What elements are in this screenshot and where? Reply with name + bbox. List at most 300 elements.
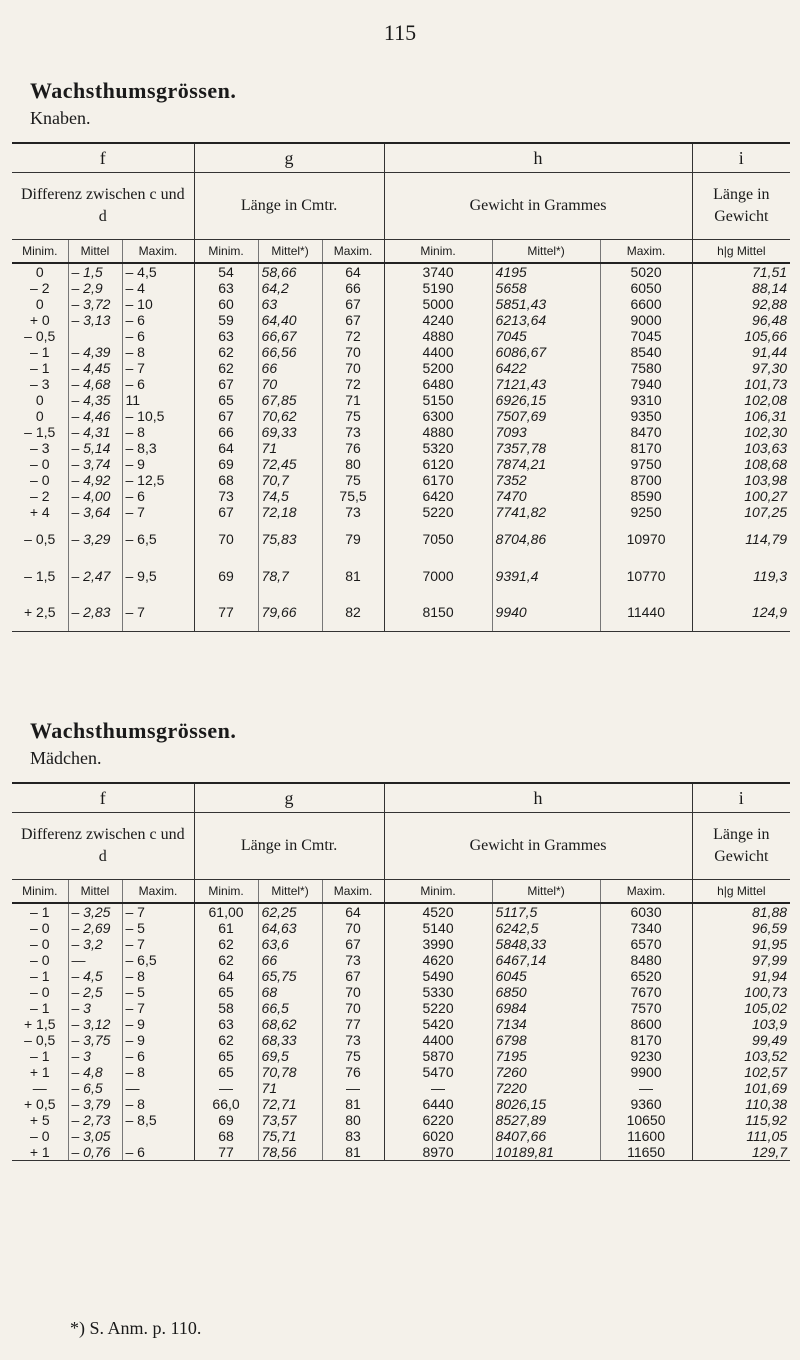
table-row: [12, 952, 790, 968]
table-cell: – 2,47: [68, 557, 122, 594]
table-cell: 68: [258, 984, 322, 1000]
table-cell: – 3,29: [68, 520, 122, 557]
col-letter-h: h: [384, 783, 692, 813]
subheader: Mittel*): [258, 240, 322, 264]
table-cell: – 1: [12, 903, 68, 920]
table-cell: 9250: [600, 504, 692, 520]
table-cell: 6570: [600, 936, 692, 952]
table-cell: 4620: [384, 952, 492, 968]
table-cell: 6050: [600, 280, 692, 296]
subheader: Mittel*): [258, 880, 322, 904]
table-cell: – 4,35: [68, 392, 122, 408]
table-cell: 59: [194, 312, 258, 328]
table-cell: – 1: [12, 968, 68, 984]
table-cell: – 8,3: [122, 440, 194, 456]
table-cell: 5117,5: [492, 903, 600, 920]
table-cell: 58: [194, 1000, 258, 1016]
subheader: Minim.: [12, 880, 68, 904]
table-cell: – 1,5: [12, 557, 68, 594]
table-cell: – 6,5: [68, 1080, 122, 1096]
table-cell: 5851,43: [492, 296, 600, 312]
table-body-knaben: [12, 263, 790, 631]
table-cell: – 6: [122, 488, 194, 504]
table-cell: 60: [194, 296, 258, 312]
table-cell: 66: [258, 360, 322, 376]
subheader: Maxim.: [122, 880, 194, 904]
table-cell: 110,38: [745, 1096, 788, 1112]
table-cell: + 0: [12, 312, 68, 328]
table-cell: 65: [194, 984, 258, 1000]
table-cell: 6030: [600, 903, 692, 920]
subheader: Minim.: [384, 240, 492, 264]
table-cell: 66,0: [194, 1096, 258, 1112]
table-cell: – 1,5: [12, 424, 68, 440]
table-cell: – 0: [12, 952, 68, 968]
table-cell: 81: [322, 557, 384, 594]
table-cell: – 1: [12, 1048, 68, 1064]
table-cell: 69: [194, 1112, 258, 1128]
table-row: [12, 488, 790, 504]
table-cell: 72,18: [258, 504, 322, 520]
table-cell: 75: [322, 472, 384, 488]
table-cell: 4240: [384, 312, 492, 328]
table-cell: 8407,66: [492, 1128, 600, 1144]
table-cell: 70: [322, 984, 384, 1000]
table-cell: 69: [194, 456, 258, 472]
table-cell: —: [194, 1080, 258, 1096]
table-cell: 92,88: [752, 296, 788, 312]
table-cell: 107,25: [744, 504, 788, 520]
table-cell: 8970: [384, 1144, 492, 1161]
table-row: [12, 456, 790, 472]
table-row: [12, 1016, 790, 1032]
subheader: Mittel*): [492, 240, 600, 264]
table-cell: – 4,39: [68, 344, 122, 360]
table-cell: 7134: [492, 1016, 600, 1032]
table-cell: – 0: [12, 920, 68, 936]
table-cell: + 4: [12, 504, 68, 520]
table-cell: 64: [322, 263, 384, 280]
table-cell: 5420: [384, 1016, 492, 1032]
col-letter-i: i: [692, 143, 790, 173]
col-letter-f: f: [12, 783, 194, 813]
table-row: [12, 984, 790, 1000]
table-row: [12, 504, 790, 520]
table-cell: – 0: [12, 456, 68, 472]
table-cell: 6984: [492, 1000, 600, 1016]
table-cell: 102,30: [744, 424, 788, 440]
table-cell: 72,71: [258, 1096, 322, 1112]
table-cell: 7260: [492, 1064, 600, 1080]
table-cell: 4880: [384, 328, 492, 344]
table-cell: 62: [194, 952, 258, 968]
table-cell: 103,9: [752, 1016, 788, 1032]
table-cell: – 1: [12, 1000, 68, 1016]
section-title-knaben: Wachsthumsgrössen.: [30, 78, 237, 103]
table-cell: 62: [194, 1032, 258, 1048]
table-cell: 76: [322, 440, 384, 456]
table-cell: 75: [322, 1048, 384, 1064]
table-cell: – 4: [122, 280, 194, 296]
table-cell: – 3,75: [68, 1032, 122, 1048]
table-cell: —: [68, 952, 122, 968]
table-cell: – 0: [12, 1128, 68, 1144]
table-cell: 3990: [384, 936, 492, 952]
table-row: [12, 1032, 790, 1048]
table-cell: 65,75: [258, 968, 322, 984]
table-cell: 67: [194, 504, 258, 520]
table-cell: – 2,5: [68, 984, 122, 1000]
table-cell: 102,57: [744, 1064, 788, 1080]
col-letter-i: i: [692, 783, 790, 813]
table-cell: 7357,78: [492, 440, 600, 456]
table-cell: – 4,45: [68, 360, 122, 376]
table-cell: – 1,5: [68, 263, 122, 280]
table-row: [12, 280, 790, 296]
table-cell: 7352: [492, 472, 600, 488]
table-cell: – 3: [68, 1048, 122, 1064]
table-cell: 8480: [600, 952, 692, 968]
table-cell: 105,02: [744, 1000, 788, 1016]
table-cell: 5330: [384, 984, 492, 1000]
table-cell: – 8: [122, 344, 194, 360]
table-cell: 5490: [384, 968, 492, 984]
table-cell: – 0: [12, 984, 68, 1000]
table-cell: 72,45: [258, 456, 322, 472]
table-cell: – 9: [122, 1016, 194, 1032]
table-cell: – 1: [12, 344, 68, 360]
table-cell: 66,5: [258, 1000, 322, 1016]
table-cell: 77: [194, 1144, 258, 1161]
table-cell: 8150: [384, 594, 492, 631]
table-row: [12, 520, 790, 557]
table-cell: 75,5: [322, 488, 384, 504]
table-cell: – 5: [122, 920, 194, 936]
table-cell: 91,95: [752, 936, 788, 952]
table-cell: – 3,2: [68, 936, 122, 952]
table-cell: 6467,14: [492, 952, 600, 968]
table-cell: 75,71: [258, 1128, 322, 1144]
table-cell: – 6,5: [122, 952, 194, 968]
table-row: [12, 903, 790, 920]
table-cell: – 10,5: [122, 408, 194, 424]
table-cell: 106,31: [744, 408, 788, 424]
table-cell: 68,62: [258, 1016, 322, 1032]
table-cell: – 3,74: [68, 456, 122, 472]
table-cell: 6850: [492, 984, 600, 1000]
table-cell: 77: [194, 594, 258, 631]
table-cell: – 3: [12, 376, 68, 392]
col-group-laenge: Länge in Cmtr.: [194, 813, 384, 880]
table-cell: 80: [322, 456, 384, 472]
table-cell: —: [322, 1080, 384, 1096]
table-cell: 79: [322, 520, 384, 557]
table-cell: – 5: [122, 984, 194, 1000]
table-cell: 88,14: [752, 280, 788, 296]
table-cell: – 7: [122, 1000, 194, 1016]
table-cell: 10189,81: [492, 1144, 600, 1161]
table-cell: 75: [322, 408, 384, 424]
table-cell: 6480: [384, 376, 492, 392]
table-cell: 8600: [600, 1016, 692, 1032]
table-cell: 8590: [600, 488, 692, 504]
table-cell: 70: [194, 520, 258, 557]
subheader-row: [12, 880, 790, 904]
table-cell: – 2,9: [68, 280, 122, 296]
table-cell: 63,6: [258, 936, 322, 952]
table-cell: 73: [322, 952, 384, 968]
table-cell: 100,27: [744, 488, 788, 504]
table-cell: 7045: [600, 328, 692, 344]
table-cell: – 5,14: [68, 440, 122, 456]
table-cell: 6213,64: [492, 312, 600, 328]
table-cell: 54: [194, 263, 258, 280]
table-cell: – 6: [122, 312, 194, 328]
table-cell: 66,56: [258, 344, 322, 360]
table-cell: 68: [194, 472, 258, 488]
table-cell: 6020: [384, 1128, 492, 1144]
table-cell: 103,98: [744, 472, 788, 488]
table-row: [12, 263, 790, 280]
table-knaben: [12, 142, 790, 632]
table-cell: 82: [322, 594, 384, 631]
table-row: [12, 424, 790, 440]
table-cell: 6440: [384, 1096, 492, 1112]
table-cell: – 0,5: [12, 328, 68, 344]
table-cell: – 9: [122, 1032, 194, 1048]
table-cell: 7050: [384, 520, 492, 557]
table-cell: + 0,5: [12, 1096, 68, 1112]
table-cell: + 5: [12, 1112, 68, 1128]
col-letter-h: h: [384, 143, 692, 173]
col-group-laenge: Länge in Cmtr.: [194, 173, 384, 240]
table-cell: 61,00: [194, 903, 258, 920]
table-cell: 63: [194, 1016, 258, 1032]
table-cell: 66: [194, 424, 258, 440]
table-cell: 0: [12, 408, 68, 424]
table-cell: 0: [12, 296, 68, 312]
table-cell: 70: [322, 360, 384, 376]
subheader: Minim.: [194, 880, 258, 904]
table-cell: 9310: [600, 392, 692, 408]
table-cell: – 3,79: [68, 1096, 122, 1112]
col-letter-g: g: [194, 143, 384, 173]
table-cell: 6170: [384, 472, 492, 488]
table-cell: – 2,83: [68, 594, 122, 631]
section-subtitle-knaben: Knaben.: [30, 108, 91, 128]
table-cell: 4880: [384, 424, 492, 440]
col-group-laenge-in-gewicht: Länge in Gewicht: [692, 813, 790, 880]
table-cell: 5658: [492, 280, 600, 296]
table-cell: 63: [194, 328, 258, 344]
table-cell: – 4,5: [68, 968, 122, 984]
table-cell: 7045: [492, 328, 600, 344]
table-cell: 81: [322, 1096, 384, 1112]
table-cell: —: [12, 1080, 68, 1096]
table-cell: 6300: [384, 408, 492, 424]
col-letter-g: g: [194, 783, 384, 813]
table-cell: 63: [194, 280, 258, 296]
table-cell: 8170: [600, 440, 692, 456]
table-cell: 65: [194, 1064, 258, 1080]
table-cell: 5000: [384, 296, 492, 312]
table-cell: – 7: [122, 594, 194, 631]
table-cell: 9391,4: [492, 557, 600, 594]
table-cell: 8527,89: [492, 1112, 600, 1128]
table-cell: 11: [122, 392, 194, 408]
table-cell: – 0,5: [12, 1032, 68, 1048]
table-cell: 10770: [600, 557, 692, 594]
table-cell: – 2,73: [68, 1112, 122, 1128]
col-group-differenz: Differenz zwischen c und d: [12, 173, 194, 240]
table-cell: 64: [194, 968, 258, 984]
table-cell: 7195: [492, 1048, 600, 1064]
table-cell: 73: [322, 424, 384, 440]
table-cell: 7874,21: [492, 456, 600, 472]
table-cell: – 6: [122, 1048, 194, 1064]
col-group-gewicht: Gewicht in Grammes: [384, 173, 692, 240]
table-cell: 99,49: [752, 1032, 788, 1048]
table-cell: – 0: [12, 472, 68, 488]
table-row: [12, 312, 790, 328]
table-cell: 64,2: [258, 280, 322, 296]
subheader: Mittel: [68, 880, 122, 904]
table-cell: 67: [322, 312, 384, 328]
table-cell: – 9: [122, 456, 194, 472]
table-cell: 124,9: [692, 594, 790, 631]
table-cell: 8704,86: [492, 520, 600, 557]
table-cell: [122, 1128, 194, 1144]
table-cell: 7580: [600, 360, 692, 376]
table-cell: – 6: [122, 376, 194, 392]
table-cell: – 7: [122, 903, 194, 920]
table-cell: 4400: [384, 1032, 492, 1048]
table-cell: 68: [194, 1128, 258, 1144]
table-cell: 8540: [600, 344, 692, 360]
table-cell: – 8: [122, 1064, 194, 1080]
table-cell: – 4,92: [68, 472, 122, 488]
table-cell: 5190: [384, 280, 492, 296]
table-cell: 7470: [492, 488, 600, 504]
footnote: *) S. Anm. p. 110.: [70, 1318, 202, 1338]
table-cell: – 6,5: [122, 520, 194, 557]
table-cell: 71: [258, 440, 322, 456]
table-row: [12, 344, 790, 360]
table-cell: – 6: [122, 328, 194, 344]
subheader-row: [12, 240, 790, 264]
table-cell: + 1: [12, 1144, 68, 1161]
table-cell: 73: [322, 1032, 384, 1048]
table-cell: – 7: [122, 504, 194, 520]
table-cell: 11440: [600, 594, 692, 631]
table-cell: – 2,69: [68, 920, 122, 936]
table-cell: 4520: [384, 903, 492, 920]
table-cell: – 10: [122, 296, 194, 312]
table-cell: + 1: [12, 1064, 68, 1080]
table-cell: 7507,69: [492, 408, 600, 424]
table-cell: 6422: [492, 360, 600, 376]
table-cell: 7741,82: [492, 504, 600, 520]
table-cell: 6600: [600, 296, 692, 312]
table-cell: 129,7: [692, 1144, 790, 1161]
table-cell: – 1: [12, 360, 68, 376]
table-cell: 77: [322, 1016, 384, 1032]
col-group-gewicht: Gewicht in Grammes: [384, 813, 692, 880]
table-cell: 66: [322, 280, 384, 296]
table-cell: 7220: [492, 1080, 600, 1096]
table-cell: 3740: [384, 263, 492, 280]
table-cell: 70: [322, 344, 384, 360]
table-cell: 9230: [600, 1048, 692, 1064]
table-cell: 67: [322, 296, 384, 312]
table-body-maedchen: [12, 903, 790, 1161]
table-row: [12, 328, 790, 344]
table-row: [12, 1144, 790, 1161]
table-cell: – 3,13: [68, 312, 122, 328]
table-cell: 8026,15: [492, 1096, 600, 1112]
table-row: [12, 1048, 790, 1064]
table-cell: 71: [322, 392, 384, 408]
table-cell: 7121,43: [492, 376, 600, 392]
table-row: [12, 1128, 790, 1144]
table-cell: 9360: [600, 1096, 692, 1112]
table-cell: – 0,5: [12, 520, 68, 557]
table-cell: 62: [194, 936, 258, 952]
table-cell: – 4,5: [122, 263, 194, 280]
table-cell: 0: [12, 392, 68, 408]
table-cell: 9350: [600, 408, 692, 424]
table-cell: 6045: [492, 968, 600, 984]
table-cell: 9750: [600, 456, 692, 472]
table-cell: 91,44: [752, 344, 788, 360]
subheader: Maxim.: [600, 880, 692, 904]
table-cell: 5870: [384, 1048, 492, 1064]
table-cell: 5220: [384, 1000, 492, 1016]
table-cell: 96,59: [752, 920, 788, 936]
col-group-differenz: Differenz zwischen c und d: [12, 813, 194, 880]
table-cell: 6242,5: [492, 920, 600, 936]
table-cell: 71,51: [752, 264, 788, 280]
table-cell: 9900: [600, 1064, 692, 1080]
table-cell: 76: [322, 1064, 384, 1080]
table-cell: 74,5: [258, 488, 322, 504]
table-cell: 71: [258, 1080, 322, 1096]
table-row: [12, 594, 790, 631]
table-cell: 101,73: [744, 376, 788, 392]
table-cell: 62,25: [258, 903, 322, 920]
table-cell: 115,92: [745, 1112, 788, 1128]
table-cell: – 4,68: [68, 376, 122, 392]
table-cell: 6926,15: [492, 392, 600, 408]
table-cell: 73,57: [258, 1112, 322, 1128]
table-cell: 10970: [600, 520, 692, 557]
table-cell: 62: [194, 360, 258, 376]
table-cell: 67: [322, 968, 384, 984]
table-cell: 6798: [492, 1032, 600, 1048]
table-cell: 64,63: [258, 920, 322, 936]
table-cell: – 8: [122, 1096, 194, 1112]
table-row: [12, 968, 790, 984]
table-cell: 68,33: [258, 1032, 322, 1048]
table-cell: 62: [194, 344, 258, 360]
table-cell: 80: [322, 1112, 384, 1128]
table-row: [12, 1000, 790, 1016]
table-cell: 5200: [384, 360, 492, 376]
table-cell: 64: [322, 903, 384, 920]
table-cell: 0: [12, 263, 68, 280]
table-cell: – 4,46: [68, 408, 122, 424]
section-subtitle-maedchen: Mädchen.: [30, 748, 102, 768]
